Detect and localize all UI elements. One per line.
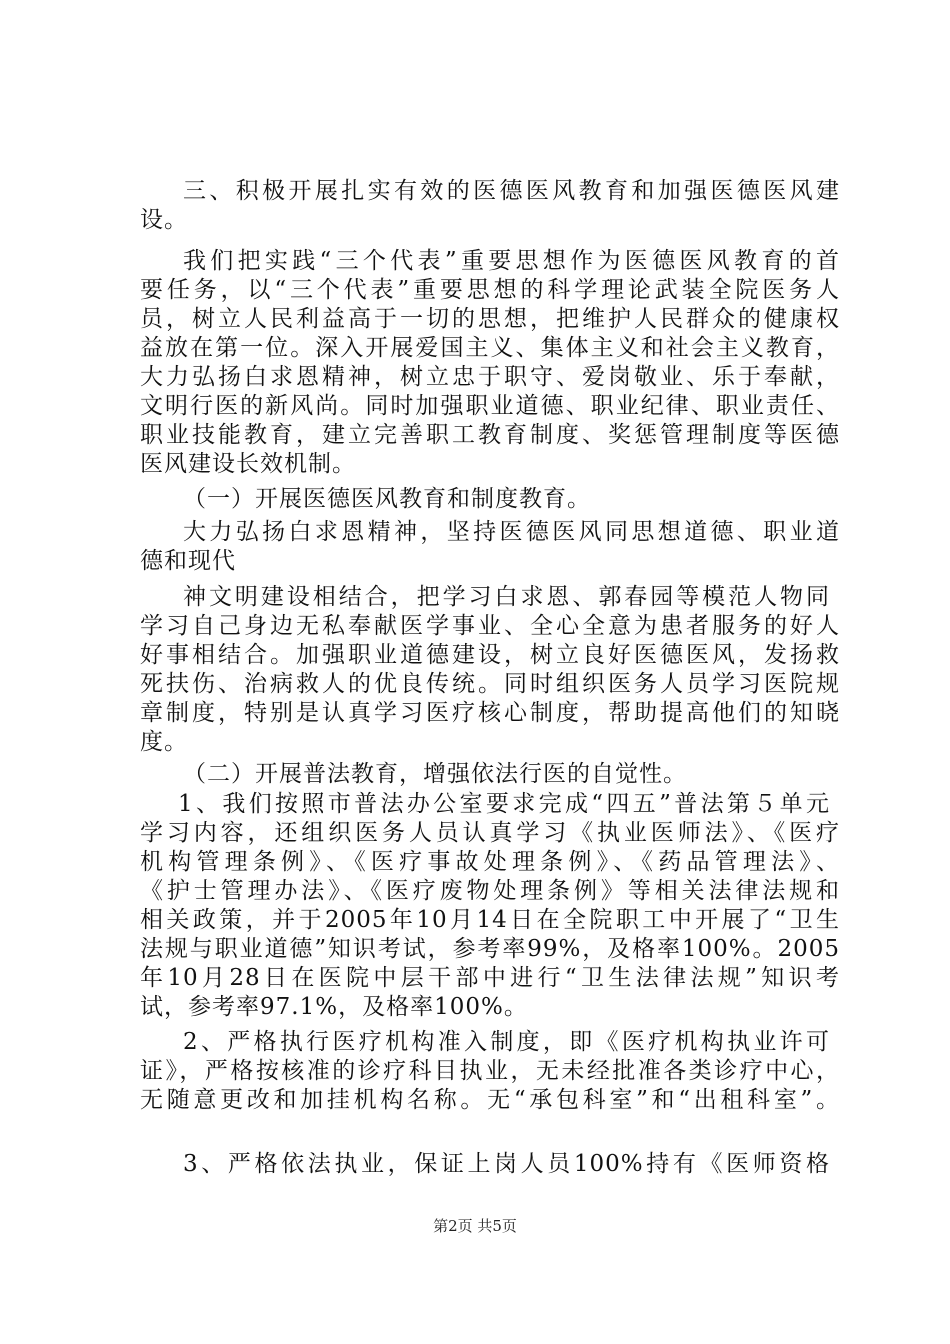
- paragraph-line: 学习自己身边无私奉献医学事业、全心全意为患者服务的好人: [140, 613, 840, 639]
- paragraph-line: 文明行医的新风尚。同时加强职业道德、职业纪律、职业责任、: [140, 393, 840, 419]
- paragraph-line: 益放在第一位。深入开展爱国主义、集体主义和社会主义教育，: [140, 335, 840, 361]
- page-footer: 第2页 共5页: [433, 1217, 517, 1235]
- paragraph-line: 神文明建设相结合，把学习白求恩、郭春园等模范人物同: [183, 584, 830, 610]
- paragraph-line: 员，树立人民利益高于一切的思想，把维护人民群众的健康权: [140, 306, 840, 332]
- paragraph-line: 我们把实践“三个代表”重要思想作为医德医风教育的首: [183, 248, 840, 274]
- paragraph-line: 1、我们按照市普法办公室要求完成“四五”普法第５单元: [178, 791, 830, 817]
- paragraph-line: 职业技能教育，建立完善职工教育制度、奖惩管理制度等医德: [140, 422, 840, 448]
- paragraph-line: 2、严格执行医疗机构准入制度，即《医疗机构执业许可: [183, 1029, 830, 1055]
- paragraph-line: 试，参考率97.1%，及格率100%。: [140, 994, 528, 1020]
- paragraph-line: 好事相结合。加强职业道德建设，树立良好医德医风，发扬救: [140, 642, 840, 668]
- paragraph-line: 医风建设长效机制。: [140, 451, 356, 477]
- paragraph-line: 无随意更改和加挂机构名称。无“承包科室”和“出租科室”。: [140, 1087, 840, 1113]
- paragraph-line: 学习内容，还组织医务人员认真学习《执业医师法》、《医疗: [140, 820, 840, 846]
- paragraph-line: 证》，严格按核准的诊疗科目执业，无未经批准各类诊疗中心，: [140, 1058, 840, 1084]
- paragraph-line: 大力弘扬白求恩精神，树立忠于职守、爱岗敬业、乐于奉献，: [140, 364, 840, 390]
- paragraph-line: 设。: [140, 207, 188, 233]
- section-heading: （一）开展医德医风教育和制度教育。: [183, 486, 591, 512]
- paragraph-line: 年10月28日在医院中层干部中进行“卫生法律法规”知识考: [140, 965, 840, 991]
- paragraph-line: 三、积极开展扎实有效的医德医风教育和加强医德医风建: [183, 178, 840, 204]
- paragraph-line: 大力弘扬白求恩精神，坚持医德医风同思想道德、职业道: [183, 519, 840, 545]
- paragraph-line: 要任务，以“三个代表”重要思想的科学理论武装全院医务人: [140, 277, 840, 303]
- paragraph-line: 3、严格依法执业，保证上岗人员100%持有《医师资格: [183, 1151, 830, 1177]
- paragraph-line: 度。: [140, 729, 188, 755]
- paragraph-line: 相关政策，并于2005年10月14日在全院职工中开展了“卫生: [140, 907, 840, 933]
- paragraph-line: 法规与职业道德”知识考试，参考率99%，及格率100%。2005: [140, 936, 840, 962]
- paragraph-line: 死扶伤、治病救人的优良传统。同时组织医务人员学习医院规: [140, 671, 840, 697]
- paragraph-line: 《护士管理办法》、《医疗废物处理条例》等相关法律法规和: [140, 878, 840, 904]
- section-heading: （二）开展普法教育，增强依法行医的自觉性。: [183, 761, 687, 787]
- paragraph-line: 机构管理条例》、《医疗事故处理条例》、《药品管理法》、: [140, 849, 840, 875]
- paragraph-line: 章制度，特别是认真学习医疗核心制度，帮助提高他们的知晓: [140, 700, 840, 726]
- paragraph-line: 德和现代: [140, 548, 236, 574]
